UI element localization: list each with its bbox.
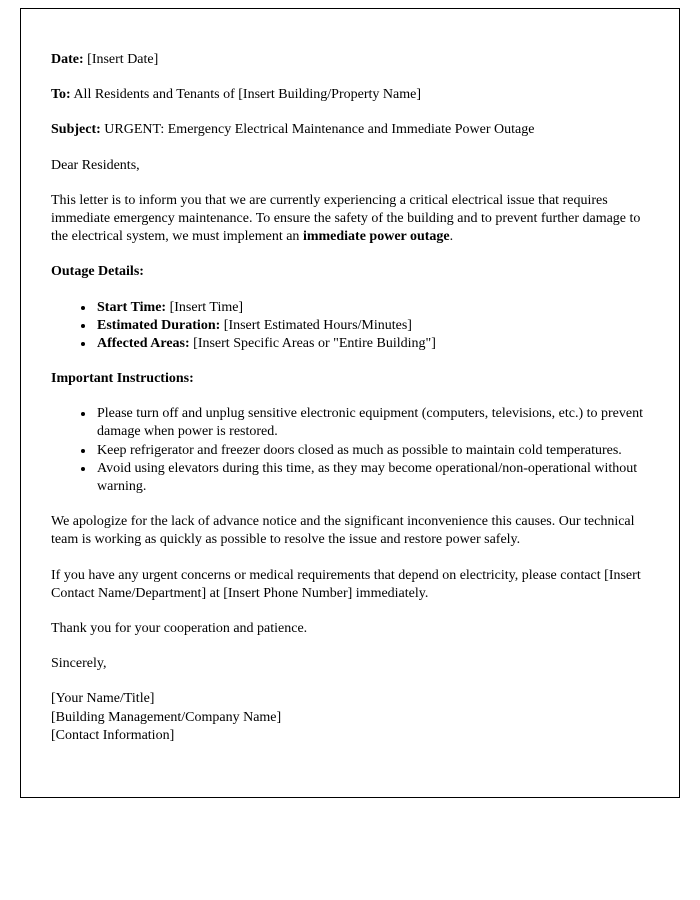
instruction-item-elevators: • Avoid using elevators during this time, as they may become operational/non-operational without warning.: [95, 460, 649, 496]
outage-details-heading: Outage Details:: [51, 264, 144, 280]
closing: Sincerely,: [51, 656, 107, 672]
intro-text-end: .: [449, 229, 454, 245]
signature-name-line: [Your Name/Title]: [51, 691, 155, 707]
start-time-value: [Insert Time]: [166, 299, 244, 315]
outage-duration-item: [95, 317, 649, 335]
intro-paragraph: [51, 192, 649, 247]
letter-document: [20, 8, 680, 798]
instructions-list: [51, 405, 649, 496]
signature-contact-line: [Contact Information]: [51, 727, 175, 743]
areas-value: [Insert Specific Areas or "Entire Building"]: [189, 335, 436, 351]
outage-areas-item: [95, 335, 649, 353]
to-line: [51, 86, 649, 104]
thanks-paragraph: Thank you for your cooperation and patience.: [51, 620, 308, 636]
signature-block: [51, 690, 649, 745]
intro-bold-phrase: immediate power outage: [302, 229, 450, 245]
contact-paragraph: If you have any urgent concerns or medical requirements that depend on electricity, please contact [Insert Contact Name/Department] at [Insert Phone Number] immediately.: [51, 567, 641, 601]
date-line: [51, 51, 649, 69]
to-value: All Residents and Tenants of [Insert Building/Property Name]: [70, 87, 421, 103]
duration-label: Estimated Duration:: [97, 317, 221, 333]
duration-value: [Insert Estimated Hours/Minutes]: [220, 317, 412, 333]
to-label: To:: [51, 87, 71, 103]
important-instructions-heading: Important Instructions:: [51, 371, 194, 387]
subject-line: [51, 121, 649, 139]
outage-details-list: [51, 299, 649, 354]
outage-start-time-item: [95, 299, 649, 317]
start-time-label: Start Time:: [97, 299, 167, 315]
areas-label: Affected Areas:: [97, 335, 190, 351]
intro-text-start: This letter is to inform you that we are currently experiencing a critical electrical issue that requires immediate emergency maintenance. To ensure the safety of the building and to prevent further damage to the electrical system, we must implement an: [51, 192, 641, 245]
instruction-item-refrigerator: • Keep refrigerator and freezer doors closed as much as possible to maintain cold temperatures.: [95, 442, 649, 460]
date-label: Date:: [51, 52, 84, 67]
subject-value: URGENT: Emergency Electrical Maintenance and Immediate Power Outage: [100, 122, 535, 138]
salutation: Dear Residents,: [51, 157, 140, 173]
apology-paragraph: We apologize for the lack of advance notice and the significant inconvenience this causes. Our technical team is working as quickly as possible to resolve the issue and restore power safely.: [51, 514, 635, 548]
subject-label: Subject:: [51, 122, 101, 138]
signature-company-line: [Building Management/Company Name]: [51, 709, 282, 725]
date-value: [Insert Date]: [83, 52, 159, 67]
instruction-item-electronics: • Please turn off and unplug sensitive electronic equipment (computers, televisions, etc.) to prevent damage when power is restored.: [95, 405, 649, 441]
